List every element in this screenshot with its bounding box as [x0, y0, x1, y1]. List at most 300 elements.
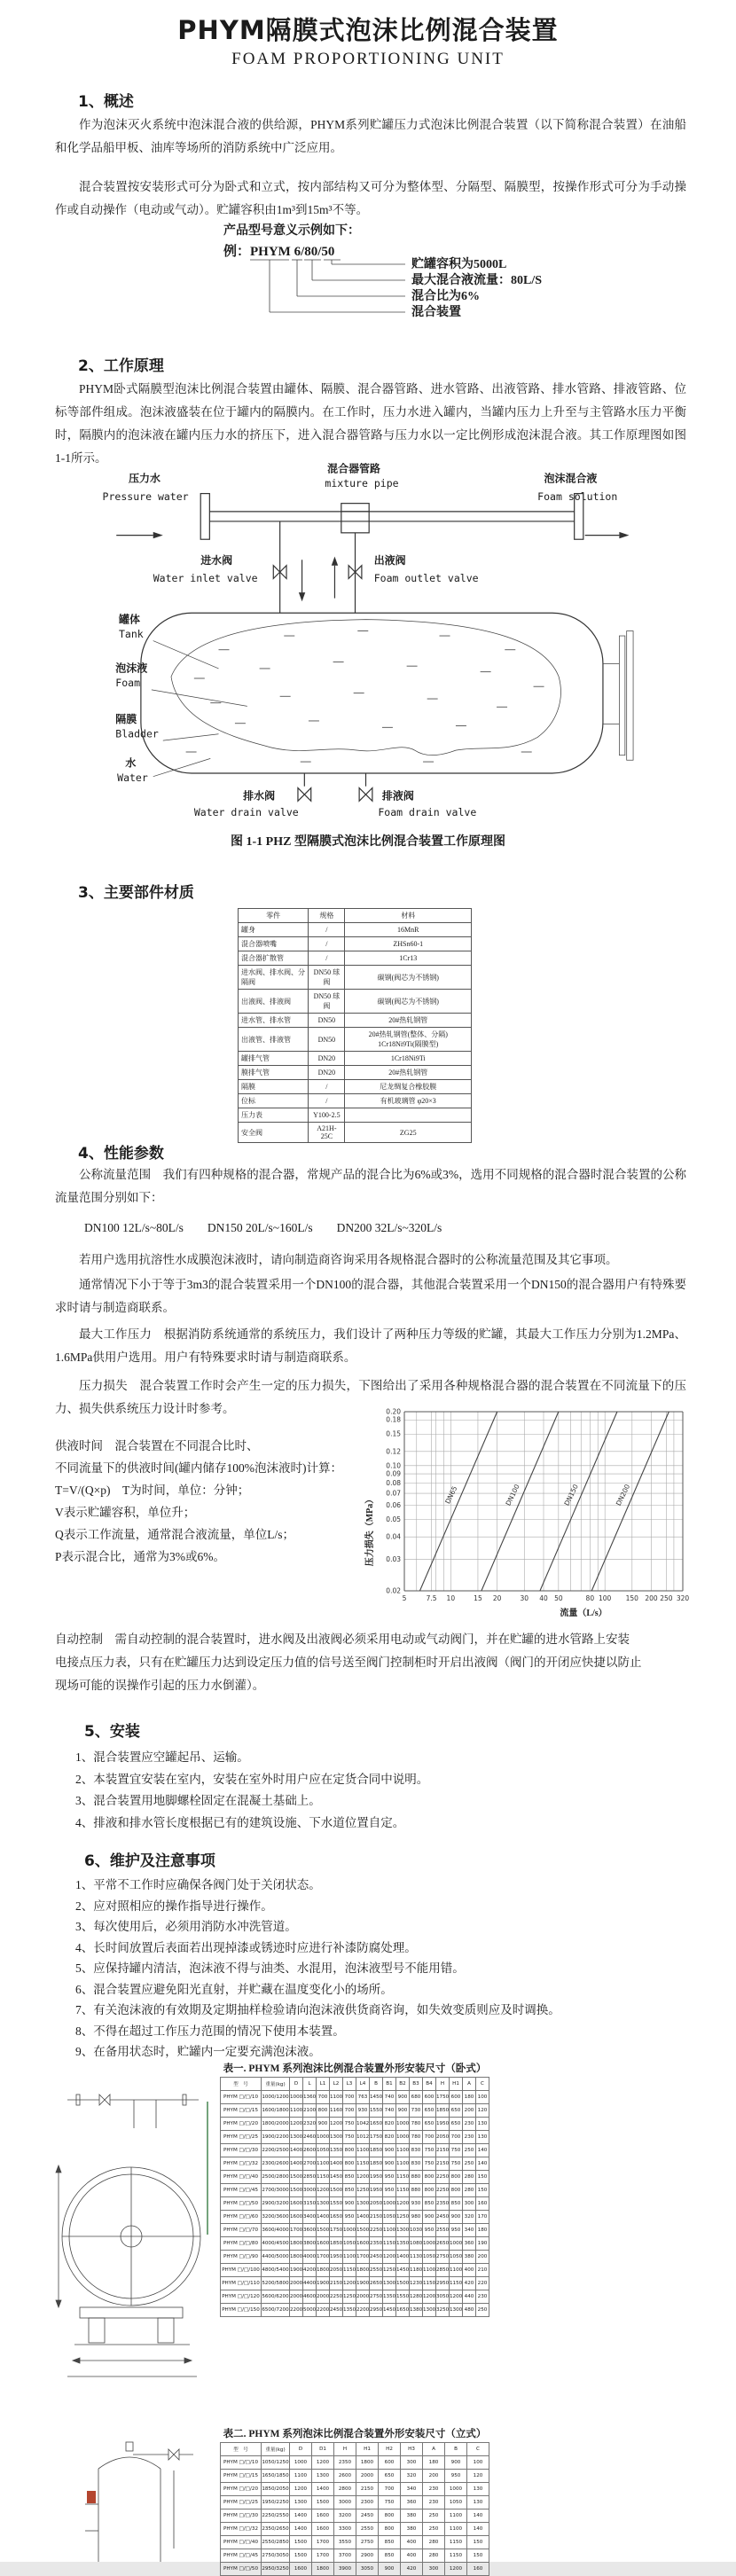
dimension-table-row	[221, 2290, 489, 2304]
materials-table-row	[239, 937, 472, 951]
bladder-label-en: Bladder	[115, 727, 159, 740]
table-header-cell: 重量(kg)	[262, 2443, 290, 2456]
water-inlet-valve-label-cn: 进水阀	[200, 553, 233, 567]
table-cell: 1150	[423, 2277, 436, 2290]
red-valve-detail	[87, 2491, 96, 2503]
table-cell: 1000	[290, 2091, 303, 2104]
water-drain-label-cn: 排水阀	[243, 789, 276, 803]
table-cell: 1380	[410, 2304, 423, 2317]
table-cell: 900	[343, 2197, 356, 2211]
table-cell: 700	[450, 2131, 463, 2144]
materials-table-row	[239, 1108, 472, 1123]
table-cell: 1900	[317, 2277, 330, 2290]
table-cell: 130	[467, 2496, 489, 2509]
table-cell: 1000	[343, 2224, 356, 2237]
pressure-water-label-cn: 压力水	[129, 472, 161, 485]
table-header-cell: L1	[317, 2078, 330, 2091]
bladder-outline	[171, 620, 560, 756]
table-cell: 700	[343, 2091, 356, 2104]
table-cell: 880	[410, 2171, 423, 2184]
table-cell: 4400	[303, 2277, 317, 2290]
table-cell: 950	[445, 2470, 467, 2483]
table-cell: 1550	[370, 2104, 383, 2118]
table-header-cell: B1	[383, 2078, 396, 2091]
dimension-table-row	[221, 2251, 489, 2264]
dimension-table-row	[221, 2509, 489, 2523]
table-header-cell: B	[370, 2078, 383, 2091]
table-cell: 140	[476, 2144, 489, 2157]
table-cell: PHYM □/□/50	[221, 2197, 262, 2211]
vertical-tank-drawing	[50, 2442, 215, 2562]
horizontal-tank-piping	[67, 2094, 199, 2128]
table-cell: 800	[450, 2171, 463, 2184]
table-cell: 1700	[290, 2224, 303, 2237]
table-cell: 1180	[410, 2264, 423, 2277]
table-cell: 2150	[370, 2211, 383, 2224]
table-cell: 1200	[330, 2118, 343, 2131]
model-label-unit: 混合装置	[411, 306, 461, 319]
series-label-DN100: DN100	[504, 1483, 521, 1507]
table-cell: 1650	[330, 2211, 343, 2224]
foam-drain-valve	[359, 773, 372, 801]
table-cell: 1150	[356, 2157, 370, 2171]
table-cell: 830	[410, 2144, 423, 2157]
table-cell: 1800	[356, 2456, 379, 2470]
table-cell: 400	[463, 2264, 476, 2277]
mixture-pipe	[200, 494, 583, 540]
table-cell: 250	[423, 2523, 445, 2536]
table-cell: 1080	[410, 2237, 423, 2251]
y-tick-label: 0.04	[386, 1532, 401, 1541]
table-cell: 420	[401, 2563, 423, 2576]
working-principle-diagram	[71, 458, 661, 826]
table-cell: 1600	[312, 2523, 334, 2536]
table-cell: 2550	[370, 2264, 383, 2277]
table-cell: 1130	[410, 2251, 423, 2264]
table-cell: 1750	[370, 2131, 383, 2144]
dimension-table-row	[221, 2470, 489, 2483]
table-header-cell: 型 号	[221, 2443, 262, 2456]
table-cell: 16MnR	[345, 923, 472, 937]
water-drain-label-en: Water drain valve	[193, 805, 299, 818]
table-cell: 1650	[396, 2304, 410, 2317]
supply-time-line: 供液时间 混合装置在不同混合比时、	[55, 1439, 259, 1452]
table-cell: 1000	[317, 2131, 330, 2144]
table-cell: 1650/1850	[262, 2470, 290, 2483]
table-cell: 360	[463, 2237, 476, 2251]
table-cell: 1350	[383, 2290, 396, 2304]
materials-table	[238, 908, 472, 1143]
table-cell: 1012	[356, 2131, 370, 2144]
table-cell: 1800	[290, 2237, 303, 2251]
foam-leader-line	[152, 690, 247, 706]
table-cell: 300	[401, 2456, 423, 2470]
table-cell: Y100-2.5	[309, 1108, 345, 1123]
table-cell: 750	[343, 2131, 356, 2144]
table-cell: 3200	[334, 2509, 356, 2523]
table-cell: 2200	[290, 2304, 303, 2317]
table-cell: 20#热轧钢管	[345, 1014, 472, 1028]
table-cell: 190	[476, 2237, 489, 2251]
table-cell: 280	[423, 2549, 445, 2563]
table-cell: 150	[467, 2549, 489, 2563]
dimension-table-row	[221, 2104, 489, 2118]
table-cell: PHYM □/□/10	[221, 2456, 262, 2470]
y-tick-label: 0.07	[386, 1489, 401, 1498]
table-header-cell: L2	[330, 2078, 343, 2091]
table-cell: 120	[476, 2104, 489, 2118]
x-tick-label: 10	[446, 1594, 456, 1602]
table-cell: 740	[383, 2091, 396, 2104]
table-cell: /	[309, 937, 345, 951]
table-cell: 280	[423, 2536, 445, 2549]
table-cell: 3600/4000	[262, 2224, 290, 2237]
foam-label-cn: 泡沫液	[115, 662, 148, 675]
table-cell: 20#热轧钢管(整体、分隔) 1Cr18Ni9Ti(隔膜型)	[345, 1028, 472, 1052]
dimension-table-vertical	[220, 2442, 489, 2576]
materials-table-row	[239, 1123, 472, 1143]
materials-table-row	[239, 1014, 472, 1028]
vertical-tank-body	[85, 2442, 193, 2562]
table-cell: 900	[396, 2091, 410, 2104]
table-cell: PHYM □/□/40	[221, 2171, 262, 2184]
table-cell: PHYM □/□/15	[221, 2470, 262, 2483]
table-cell: 1500	[396, 2277, 410, 2290]
dimension-table-row	[221, 2144, 489, 2157]
maintenance-list	[75, 1875, 687, 2063]
table-cell: 1000/1200	[262, 2091, 290, 2104]
table-cell: 1900	[290, 2264, 303, 2277]
dimension-table-row	[221, 2563, 489, 2576]
installation-list	[75, 1747, 687, 1834]
table-cell: 900	[383, 2144, 396, 2157]
table-cell: 680	[410, 2091, 423, 2104]
table-cell: 2150	[356, 2483, 379, 2496]
table-cell: 1100	[423, 2264, 436, 2277]
section-5-heading: 5、安装	[84, 1723, 140, 1741]
table-cell: 3250	[436, 2304, 450, 2317]
x-tick-label: 30	[520, 1594, 529, 1602]
list-item: 8、不得在超过工作压力范围的情况下使用本装置。	[75, 2024, 345, 2038]
list-item: 2、应对照相应的操作指导进行操作。	[75, 1899, 273, 1913]
table-cell: 220	[476, 2277, 489, 2290]
table-cell: 1000	[445, 2483, 467, 2496]
table-cell: 1150	[383, 2237, 396, 2251]
table-cell: 120	[467, 2470, 489, 2483]
section-4-paragraph-2: 若用户选用抗溶性水成膜泡沫液时，请向制造商咨询采用各规格混合器时的公称流量范围及其它事项。	[79, 1253, 618, 1266]
table-cell: 880	[410, 2184, 423, 2197]
table-cell: 200	[423, 2470, 445, 2483]
table-cell: 2300/2600	[262, 2157, 290, 2171]
table-header-cell: B	[445, 2443, 467, 2456]
table-cell: 1100	[396, 2144, 410, 2157]
table-cell: 230	[463, 2118, 476, 2131]
table-cell: 650	[423, 2118, 436, 2131]
y-tick-label: 0.06	[386, 1501, 401, 1510]
table-cell: PHYM □/□/25	[221, 2131, 262, 2144]
pressure-water-label-en: Pressure water	[102, 489, 189, 503]
table-cell: 出液阀、排液阀	[239, 990, 309, 1014]
y-tick-label: 0.20	[386, 1407, 401, 1416]
table-header-cell: 规格	[309, 909, 345, 923]
table-cell: 200	[463, 2104, 476, 2118]
section-4-paragraph-4: 最大工作压力 根据消防系统通常的系统压力，我们设计了两种压力等级的贮罐，其最大工作压力分别为1.2MPa、1.6MPa供用户选用。用户有特殊要求时请与制造商联系。	[55, 1327, 686, 1364]
y-tick-label: 0.10	[386, 1461, 401, 1470]
materials-table-row	[239, 1066, 472, 1080]
table-cell: 2250	[436, 2171, 450, 2184]
table-cell: 3050	[436, 2290, 450, 2304]
table-cell: 1150	[396, 2171, 410, 2184]
table-cell: 1850	[330, 2237, 343, 2251]
table-cell: 850	[379, 2549, 401, 2563]
table-cell: 2900	[356, 2549, 379, 2563]
dim-table-1-grid	[220, 2077, 489, 2317]
table-cell: DN50	[309, 1014, 345, 1028]
table-cell: 1150	[343, 2264, 356, 2277]
table-cell: 950	[383, 2171, 396, 2184]
dimension-table-row	[221, 2456, 489, 2470]
table-cell: 1200	[343, 2277, 356, 2290]
table-cell: 2800	[334, 2483, 356, 2496]
figure-1-caption: 图 1-1 PHZ 型隔膜式泡沫比例混合装置工作原理图	[231, 835, 505, 849]
table-cell: 碳钢(阀芯为不锈钢)	[345, 990, 472, 1014]
list-item: 7、有关泡沫液的有效期及定期抽样检验请向泡沫液供货商咨询，如失效变质则应及时调换。	[75, 2003, 560, 2016]
table-cell: 出液管、排液管	[239, 1028, 309, 1052]
table-cell: 1150	[317, 2171, 330, 2184]
table-cell: 1Cr13	[345, 951, 472, 966]
mixture-pipe-label-cn: 混合器管路	[327, 462, 381, 475]
table-cell: 1350	[330, 2144, 343, 2157]
table-cell: 1300	[450, 2304, 463, 2317]
table-cell: PHYM □/□/40	[221, 2536, 262, 2549]
dimension-table-row	[221, 2131, 489, 2144]
series-label-DN150: DN150	[562, 1483, 580, 1507]
table-cell: 2150	[436, 2144, 450, 2157]
table-cell: 100	[476, 2091, 489, 2104]
table-cell: 600	[379, 2456, 401, 2470]
model-leader-lines	[250, 260, 405, 312]
table-cell: 3000	[303, 2184, 317, 2197]
table-cell: 320	[463, 2211, 476, 2224]
table-cell: 180	[476, 2224, 489, 2237]
table-cell: 1400	[290, 2157, 303, 2171]
table-cell: 2200	[317, 2304, 330, 2317]
table-cell: 950	[343, 2211, 356, 2224]
table-cell: 700	[423, 2131, 436, 2144]
table-cell: 2050	[370, 2197, 383, 2211]
table-cell: 1500	[312, 2496, 334, 2509]
table-cell: PHYM □/□/15	[221, 2104, 262, 2118]
table-cell: 1Cr18Ni9Ti	[345, 1052, 472, 1066]
materials-table-row	[239, 990, 472, 1014]
section-4-paragraph-5: 压力损失 混合装置工作时会产生一定的压力损失，下图给出了采用各种规格混合器的混合装置在不同流量下的压力、损失供系统压力设计时参考。	[55, 1379, 686, 1415]
table-cell: 1250	[396, 2211, 410, 2224]
table-cell: 1500	[290, 2536, 312, 2549]
table-cell: 2250	[436, 2184, 450, 2197]
table-cell: 700	[343, 2104, 356, 2118]
table-cell: 1400	[356, 2211, 370, 2224]
table-cell: 900	[450, 2211, 463, 2224]
table-cell: 1950/2250	[262, 2496, 290, 2509]
table-cell: 2200/2500	[262, 2144, 290, 2157]
bladder-label-cn: 隔膜	[115, 712, 137, 725]
table-cell: 位标	[239, 1094, 309, 1108]
table-header-row	[221, 2078, 489, 2091]
table-cell: 130	[467, 2483, 489, 2496]
table-cell: 380	[401, 2523, 423, 2536]
materials-table-row	[239, 951, 472, 966]
dimension-table-row	[221, 2157, 489, 2171]
table-cell: 3050	[356, 2563, 379, 2576]
table-cell: 1150	[445, 2536, 467, 2549]
table-cell: 1600	[317, 2237, 330, 2251]
table-cell: PHYM □/□/10	[221, 2091, 262, 2104]
table-cell: PHYM □/□/70	[221, 2224, 262, 2237]
series-label-DN65: DN65	[443, 1484, 459, 1506]
table-cell: 2200	[356, 2304, 370, 2317]
auto-control-line: 自动控制 需自动控制的混合装置时，进水阀及出液阀必须采用电动或气动阀门，并在贮罐的进水管路上安装	[55, 1633, 630, 1646]
table-cell: 隔膜	[239, 1080, 309, 1094]
table-cell: 1600	[290, 2197, 303, 2211]
table-cell: 1100	[383, 2224, 396, 2237]
table-cell: 2450	[370, 2251, 383, 2264]
table-cell: 2460	[303, 2131, 317, 2144]
table-cell: 380	[463, 2251, 476, 2264]
table-header-cell: L4	[356, 2078, 370, 2091]
table-cell: 763	[356, 2091, 370, 2104]
table-header-cell: H	[436, 2078, 450, 2091]
table-cell: 尼龙绸复合橡胶膜	[345, 1080, 472, 1094]
table-cell: 2850	[303, 2171, 317, 2184]
table-cell: 2550	[356, 2523, 379, 2536]
table-cell: 2750	[370, 2290, 383, 2304]
table-cell: PHYM □/□/110	[221, 2277, 262, 2290]
table-cell: 1100	[396, 2157, 410, 2171]
table-header-cell: 材料	[345, 909, 472, 923]
inlet-direction-arrow	[299, 560, 305, 601]
table-cell: 700	[379, 2483, 401, 2496]
table-cell: 850	[450, 2197, 463, 2211]
table-cell: 900	[317, 2118, 330, 2131]
table-cell: DN50	[309, 1028, 345, 1052]
table-cell: PHYM □/□/45	[221, 2549, 262, 2563]
table-cell: 850	[343, 2184, 356, 2197]
table-cell: 2000	[356, 2290, 370, 2304]
table-cell: PHYM □/□/25	[221, 2496, 262, 2509]
table-cell: 160	[467, 2563, 489, 2576]
table-cell: 750	[423, 2157, 436, 2171]
table-header-cell: L	[303, 2078, 317, 2091]
horizontal-tank-end-view	[62, 2167, 200, 2345]
table-cell: 600	[450, 2091, 463, 2104]
table-cell: 2900/3200	[262, 2197, 290, 2211]
table-cell: 980	[410, 2211, 423, 2224]
table-cell: 1950	[370, 2184, 383, 2197]
table-cell: 1700	[312, 2549, 334, 2563]
table-header-cell: H3	[401, 2443, 423, 2456]
table-cell: 320	[401, 2470, 423, 2483]
table-cell: /	[309, 1094, 345, 1108]
table-cell: 1230	[410, 2277, 423, 2290]
section-1-heading: 1、概述	[78, 93, 134, 111]
table-cell: 3300	[334, 2523, 356, 2536]
table-cell: 2350	[370, 2237, 383, 2251]
table-cell: 1050	[383, 2211, 396, 2224]
table-cell: 2950/3250	[262, 2563, 290, 2576]
table-cell: 1450	[396, 2264, 410, 2277]
table-cell: 2150	[330, 2277, 343, 2290]
x-axis-title: 流量（L/s）	[560, 1609, 607, 1618]
supply-time-line: P表示混合比，通常为3%或6%。	[55, 1550, 225, 1563]
table-cell: PHYM □/□/60	[221, 2211, 262, 2224]
table-cell: 压力表	[239, 1108, 309, 1123]
model-example: 例：PHYM 6/80/50	[223, 245, 335, 259]
tank-leader-line	[153, 641, 219, 669]
table-cell: 1300	[396, 2224, 410, 2237]
table-cell: 150	[467, 2536, 489, 2549]
table-cell: 4000/4500	[262, 2237, 290, 2251]
table-cell: 820	[383, 2131, 396, 2144]
table-header-cell: H2	[379, 2443, 401, 2456]
mixture-pipe-label-en: mixture pipe	[325, 477, 399, 490]
table-cell: 1280	[410, 2290, 423, 2304]
table-cell: 1042	[356, 2118, 370, 2131]
water-drain-valve	[298, 773, 311, 801]
table-cell: 3550	[334, 2536, 356, 2549]
table-cell: 780	[410, 2131, 423, 2144]
table-header-cell: D	[290, 2078, 303, 2091]
table-cell: 1050	[317, 2144, 330, 2157]
table-cell: 1950	[330, 2251, 343, 2264]
table-cell: 3800	[303, 2237, 317, 2251]
table-cell: 1650	[370, 2118, 383, 2131]
x-tick-label: 150	[625, 1594, 638, 1602]
list-item: 2、本装置宜安装在室内，安装在室外时用户应在定货合同中说明。	[75, 1772, 429, 1786]
table-cell: DN50 球阀	[309, 990, 345, 1014]
table-cell: 2450	[330, 2304, 343, 2317]
table-cell: 1200	[423, 2290, 436, 2304]
table-cell: 170	[476, 2211, 489, 2224]
table-cell: 1050	[423, 2251, 436, 2264]
table-cell: 650	[423, 2104, 436, 2118]
table-cell: 900	[379, 2563, 401, 2576]
table-cell: /	[309, 951, 345, 966]
table-cell: 20#热轧钢管	[345, 1066, 472, 1080]
list-item: 1、混合装置应空罐起吊、运输。	[75, 1750, 249, 1764]
table-cell: 4000	[303, 2251, 317, 2264]
table-cell: 4200	[303, 2264, 317, 2277]
table-cell: 2550/2850	[262, 2536, 290, 2549]
table-cell: 2750	[436, 2251, 450, 2264]
table-cell: 进水管、排水管	[239, 1014, 309, 1028]
table-cell: 900	[445, 2456, 467, 2470]
table-cell: PHYM □/□/30	[221, 2144, 262, 2157]
table-cell: PHYM □/□/100	[221, 2264, 262, 2277]
y-tick-label: 0.12	[386, 1447, 401, 1456]
tank-end-flange	[603, 631, 633, 761]
dimension-table-row	[221, 2224, 489, 2237]
table-cell: 2650	[370, 2277, 383, 2290]
list-item: 5、应保持罐内清洁，泡沫液不得与油类、水混用，泡沫液型号不能用错。	[75, 1961, 465, 1975]
table-cell: 2320	[303, 2118, 317, 2131]
table-cell: 1250	[343, 2290, 356, 2304]
table-cell: 1200	[312, 2456, 334, 2470]
table-cell: 膜排气管	[239, 1066, 309, 1080]
table-cell: 1100	[290, 2470, 312, 2483]
model-label-ratio: 混合比为6%	[411, 290, 480, 303]
foam-label-en: Foam	[115, 677, 141, 690]
table-cell: PHYM □/□/150	[221, 2304, 262, 2317]
